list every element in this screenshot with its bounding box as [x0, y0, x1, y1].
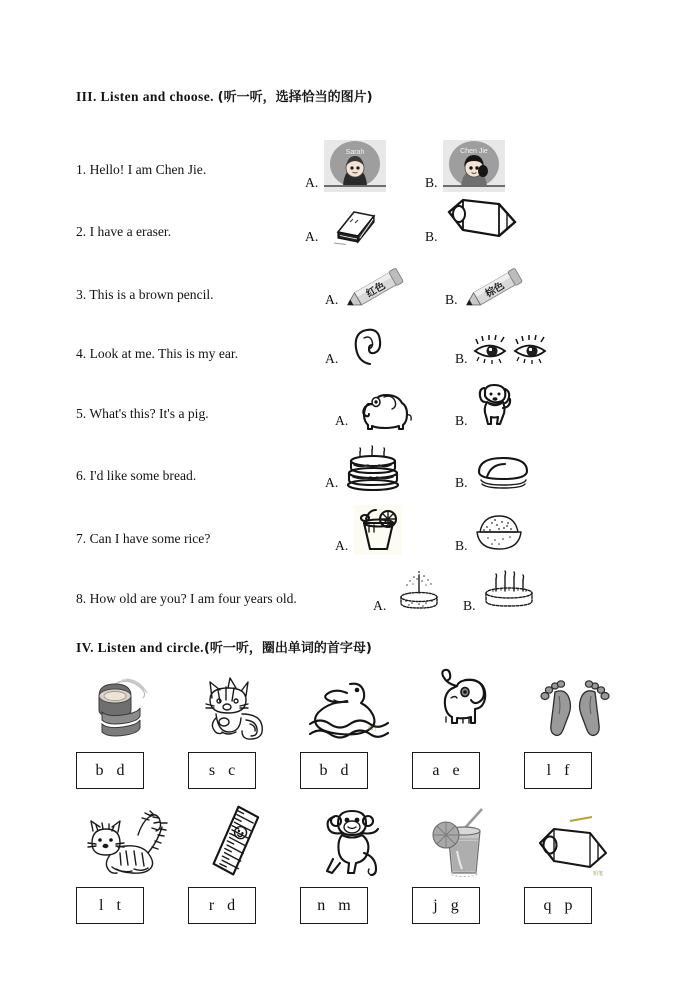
letter-option[interactable]: b [95, 761, 104, 779]
circle-row-2 [76, 807, 636, 924]
bread-slices-image [78, 672, 178, 746]
section-3-heading-cn: (听一听，选择恰当的图片) [217, 90, 373, 105]
circle-item-juice [412, 807, 524, 924]
question-7-text: 7. Can I have some rice? [76, 531, 211, 546]
cat-image [190, 672, 290, 746]
question-3-option-b[interactable] [445, 257, 535, 309]
pencil-brown-image [463, 261, 535, 309]
circle-item-ruler [188, 807, 300, 924]
letter-option[interactable]: e [452, 761, 460, 779]
dog-image [473, 382, 517, 430]
rice-bowl-image [473, 511, 525, 555]
pencil-image [526, 807, 626, 881]
letter-option[interactable]: f [564, 761, 570, 779]
letter-option[interactable]: t [116, 896, 121, 914]
question-8-option-b-label: B. [463, 598, 476, 614]
duck-image [302, 672, 402, 746]
ear-image [344, 322, 384, 368]
question-5-option-a-label: A. [335, 413, 349, 429]
letter-box-2-5[interactable] [524, 887, 592, 924]
letter-box-1-2[interactable] [188, 752, 256, 789]
girl-portrait-sarah-image [324, 140, 386, 192]
question-1-option-b[interactable] [425, 150, 505, 192]
letter-option[interactable]: g [450, 896, 459, 914]
tiger-image [78, 807, 178, 881]
circle-item-cat [188, 672, 300, 789]
letter-box-2-1[interactable] [76, 887, 144, 924]
question-7-option-b-label: B. [455, 538, 468, 554]
question-3-option-a[interactable] [325, 257, 416, 309]
question-1-option-a[interactable] [305, 150, 386, 192]
letter-box-1-5[interactable] [524, 752, 592, 789]
question-8-option-a[interactable] [373, 561, 446, 615]
question-4-option-a-label: A. [325, 351, 339, 367]
question-2-option-a-label: A. [305, 229, 319, 245]
juice-glass-image [354, 505, 402, 555]
question-7-option-a[interactable] [335, 499, 402, 555]
circle-item-elephant [412, 672, 524, 789]
letter-option[interactable]: a [432, 761, 440, 779]
bread-loaf-image [473, 450, 531, 492]
circle-item-pencil [524, 807, 636, 924]
cake-with-candles-small-image [392, 567, 446, 615]
question-5-text: 5. What's this? It's a pig. [76, 406, 209, 421]
juice-glass-image-2 [414, 807, 514, 881]
section-4-heading-cn: (听一听，圈出单词的首字母) [203, 641, 372, 656]
question-6-text: 6. I'd like some bread. [76, 468, 197, 483]
circle-item-monkey [300, 807, 412, 924]
question-3-text: 3. This is a brown pencil. [76, 287, 214, 302]
svg-text:Chen Jie: Chen Jie [460, 148, 489, 155]
circle-item-bread [76, 672, 188, 789]
question-8-option-a-label: A. [373, 598, 387, 614]
letter-option[interactable]: l [99, 896, 104, 914]
section-3-heading-title: Listen and choose. [100, 89, 214, 104]
question-4-option-a[interactable] [325, 318, 384, 368]
question-1-option-b-label: B. [425, 175, 438, 191]
question-8-text: 8. How old are you? I am four years old. [76, 591, 297, 606]
question-7-option-b[interactable] [455, 501, 525, 555]
question-2-option-b-label: B. [425, 229, 438, 245]
letter-option[interactable]: d [227, 896, 236, 914]
girl-portrait-chenjie-image [443, 140, 505, 192]
letter-box-1-4[interactable] [412, 752, 480, 789]
question-5-option-b-label: B. [455, 413, 468, 429]
section-4-heading-title: Listen and circle. [97, 640, 204, 655]
question-5-option-b[interactable] [455, 378, 517, 430]
letter-option[interactable]: q [543, 896, 552, 914]
letter-option[interactable]: d [340, 761, 349, 779]
question-3-option-a-label: A. [325, 292, 339, 308]
svg-text:Sarah: Sarah [345, 149, 365, 156]
question-row-8 [0, 573, 695, 635]
letter-option[interactable]: m [338, 896, 351, 914]
question-6-option-b[interactable] [455, 442, 531, 492]
question-4-option-b[interactable] [455, 322, 547, 368]
circle-row-1 [76, 672, 636, 789]
letter-option[interactable]: j [433, 896, 438, 914]
section-4-heading-number: IV. [76, 640, 94, 655]
question-6-option-a-label: A. [325, 475, 339, 491]
eraser-image [324, 202, 382, 246]
letter-option[interactable]: n [317, 896, 326, 914]
question-1-text: 1. Hello! I am Chen Jie. [76, 162, 207, 177]
question-6-option-a[interactable] [325, 440, 402, 492]
svg-text:棕色: 棕色 [484, 280, 507, 300]
svg-text:铅笔: 铅笔 [592, 871, 604, 877]
letter-box-1-1[interactable] [76, 752, 144, 789]
question-1-option-a-label: A. [305, 175, 319, 191]
circle-item-duck [300, 672, 412, 789]
monkey-image [302, 807, 402, 881]
question-8-option-b[interactable] [463, 561, 537, 615]
letter-option[interactable]: b [319, 761, 328, 779]
question-4-option-b-label: B. [455, 351, 468, 367]
elephant-image [354, 390, 416, 430]
letter-box-2-4[interactable] [412, 887, 480, 924]
elephant-image [414, 672, 514, 746]
letter-box-2-2[interactable] [188, 887, 256, 924]
letter-option[interactable]: c [228, 761, 236, 779]
question-3-option-b-label: B. [445, 292, 458, 308]
section-3-heading-en: III. [76, 89, 97, 104]
letter-option[interactable]: r [208, 896, 215, 914]
circle-item-feet [524, 672, 636, 789]
letter-option[interactable]: s [208, 761, 216, 779]
section-3-heading [76, 86, 373, 105]
circle-item-tiger [76, 807, 188, 924]
question-7-option-a-label: A. [335, 538, 349, 554]
question-6-option-b-label: B. [455, 475, 468, 491]
question-row-7 [0, 515, 695, 577]
feet-image [526, 672, 626, 746]
question-5-option-a[interactable] [335, 382, 416, 430]
cake-with-four-candles-image [481, 567, 537, 615]
svg-text:红色: 红色 [364, 280, 388, 300]
pencil-sharpener-block-image [443, 196, 521, 246]
svg-text:鸭子: 鸭子 [368, 726, 379, 732]
question-4-text: 4. Look at me. This is my ear. [76, 346, 239, 361]
letter-option[interactable]: p [564, 896, 573, 914]
letter-box-1-3[interactable] [300, 752, 368, 789]
letter-box-2-3[interactable] [300, 887, 368, 924]
eyes-image [473, 334, 547, 368]
question-2-option-b[interactable] [425, 194, 521, 246]
letter-option[interactable]: d [116, 761, 125, 779]
question-2-text: 2. I have a eraser. [76, 224, 172, 239]
question-2-option-a[interactable] [305, 198, 382, 246]
ruler-image [190, 807, 290, 881]
pencil-red-image [344, 261, 416, 309]
birthday-cake-image [344, 448, 402, 492]
letter-option[interactable]: l [546, 761, 552, 779]
section-4-heading [76, 637, 372, 656]
